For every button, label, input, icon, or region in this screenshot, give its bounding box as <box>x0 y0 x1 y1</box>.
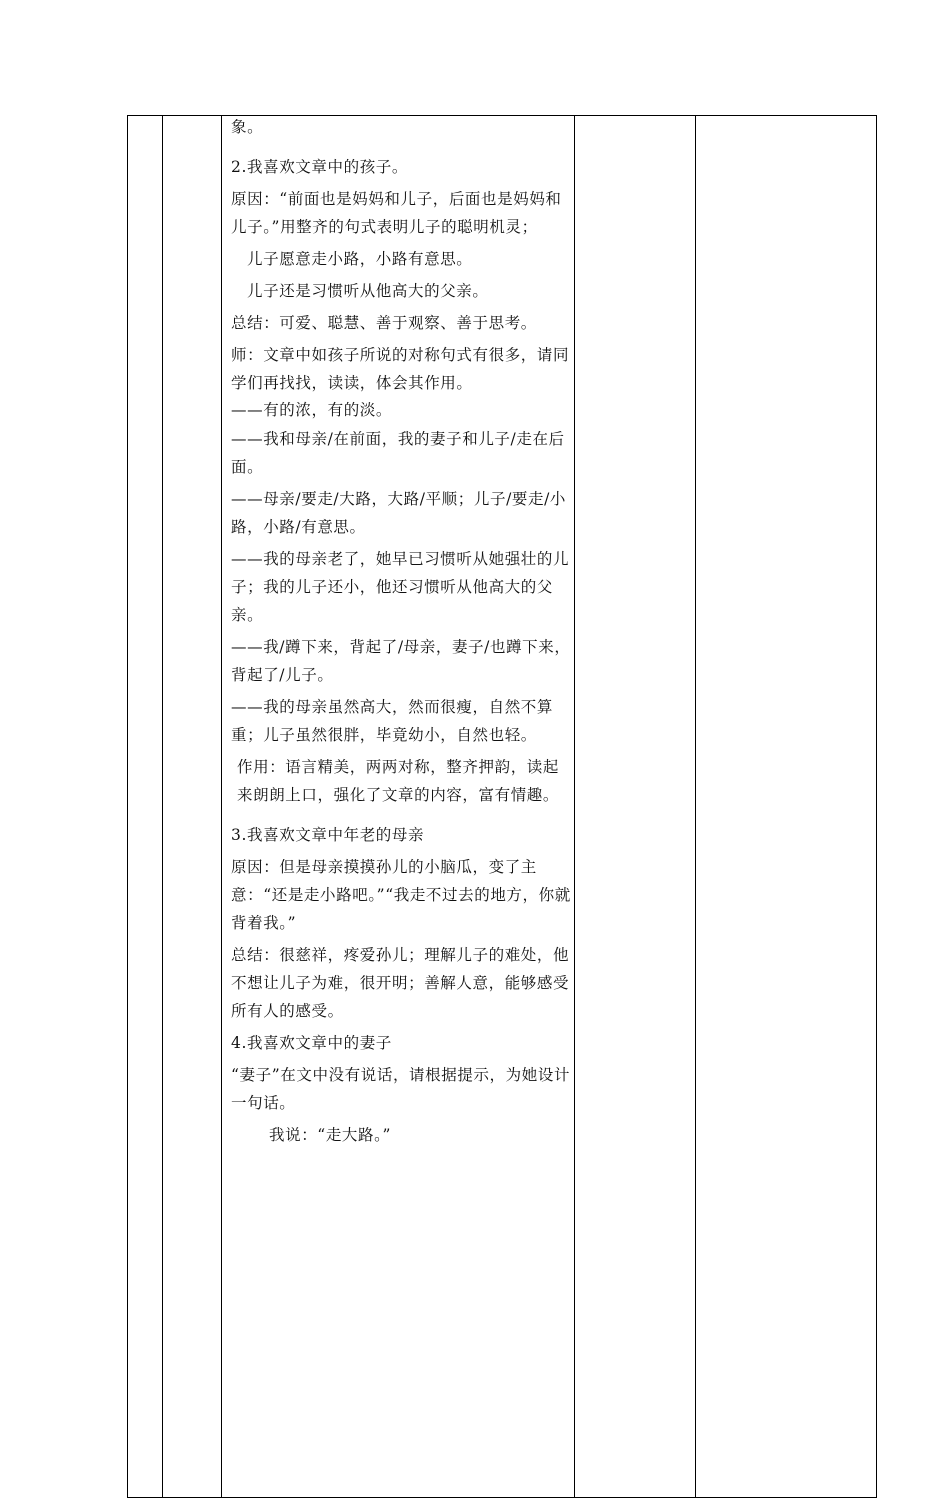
paragraph: 原因：但是母亲摸摸孙儿的小脑瓜，变了主意：“还是走小路吧。”“我走不过去的地方，你就背着我。” <box>231 858 571 932</box>
table-column-divider-4 <box>695 115 696 1498</box>
paragraph: 儿子愿意走小路，小路有意思。 <box>247 250 473 268</box>
paragraph: 原因：“前面也是妈妈和儿子，后面也是妈妈和儿子。”用整齐的句式表明儿子的聪明机灵； <box>231 190 562 236</box>
example-line: ——我的母亲虽然高大，然而很瘦，自然不算重；儿子虽然很胖，毕竟幼小，自然也轻。 <box>231 698 554 744</box>
paragraph: 我说：“走大路。” <box>269 1126 391 1144</box>
paragraph: 作用：语言精美，两两对称，整齐押韵，读起来朗朗上口，强化了文章的内容，富有情趣。 <box>237 758 560 804</box>
section-heading-3: 3.我喜欢文章中年老的母亲 <box>231 826 425 844</box>
teaching-content-cell <box>231 113 571 1153</box>
example-line: ——我/蹲下来，背起了/母亲，妻子/也蹲下来，背起了/儿子。 <box>231 638 571 684</box>
table-column-divider-2 <box>221 115 222 1498</box>
example-line: ——母亲/要走/大路，大路/平顺；儿子/要走/小路，小路/有意思。 <box>231 490 567 536</box>
section-heading-4: 4.我喜欢文章中的妻子 <box>231 1034 392 1052</box>
paragraph: “妻子”在文中没有说话，请根据提示，为她设计一句话。 <box>231 1066 571 1112</box>
paragraph: 总结：很慈祥，疼爱孙儿；理解儿子的难处，他不想让儿子为难，很开明；善解人意，能够感受所有人的感受。 <box>231 946 570 1020</box>
example-line: ——我和母亲/在前面，我的妻子和儿子/走在后面。 <box>231 430 565 476</box>
example-line: ——我的母亲老了，她早已习惯听从她强壮的儿子；我的儿子还小，他还习惯听从他高大的父亲。 <box>231 550 570 624</box>
table-border-left <box>127 115 128 1498</box>
example-line: ——有的浓，有的淡。 <box>231 401 393 419</box>
table-column-divider-3 <box>574 115 575 1498</box>
section-heading-2: 2.我喜欢文章中的孩子。 <box>231 158 408 176</box>
paragraph: 象。 <box>231 118 264 136</box>
table-column-divider-1 <box>162 115 163 1498</box>
paragraph: 师：文章中如孩子所说的对称句式有很多，请同学们再找找，读读，体会其作用。 <box>231 346 570 392</box>
paragraph: 总结：可爱、聪慧、善于观察、善于思考。 <box>231 314 537 332</box>
paragraph: 儿子还是习惯听从他高大的父亲。 <box>247 282 489 300</box>
table-border-right <box>876 115 877 1498</box>
